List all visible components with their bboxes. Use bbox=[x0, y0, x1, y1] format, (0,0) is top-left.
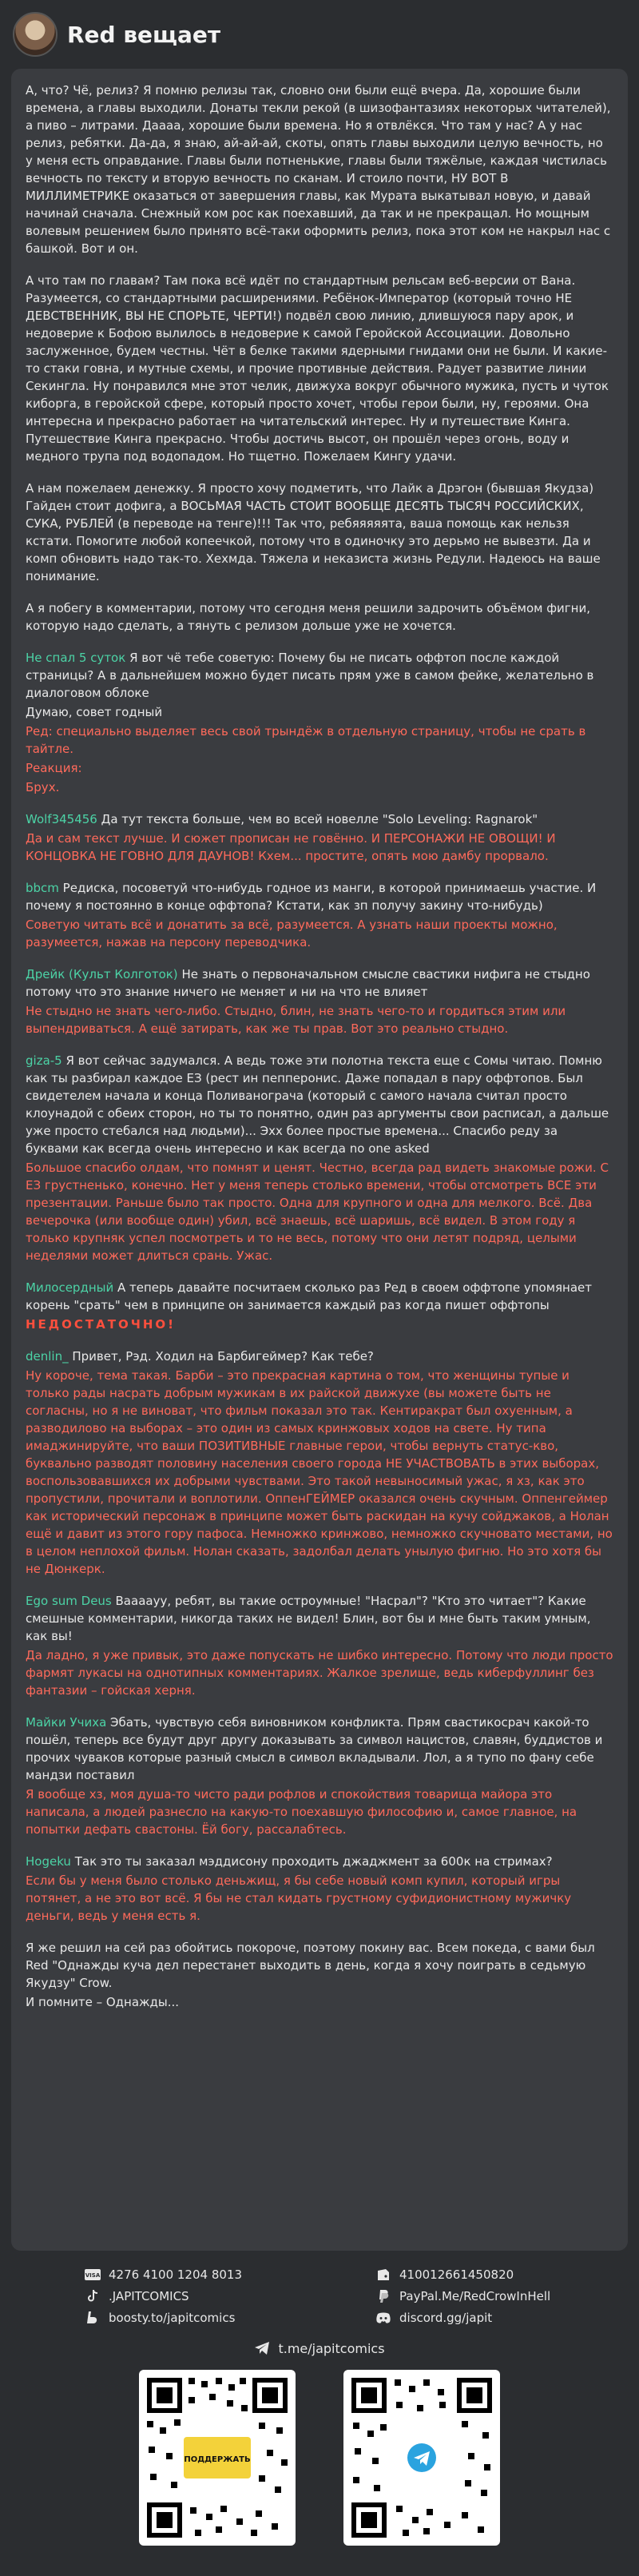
commenter-name[interactable]: bbcm bbox=[26, 881, 59, 895]
link-row[interactable] bbox=[375, 2263, 550, 2285]
links-left-column bbox=[85, 2263, 242, 2328]
boosty-link: boosty.to/japitcomics bbox=[109, 2310, 236, 2325]
svg-text:VISA: VISA bbox=[85, 2271, 101, 2279]
link-row[interactable] bbox=[375, 2307, 550, 2328]
donation-links bbox=[11, 2263, 628, 2359]
link-row[interactable] bbox=[85, 2285, 242, 2307]
comment bbox=[26, 1592, 613, 1645]
qr-code-telegram[interactable] bbox=[343, 2370, 500, 2546]
boosty-icon bbox=[85, 2310, 101, 2326]
paypal-icon bbox=[375, 2288, 391, 2304]
comment-text: Эбать, чувствую себя виновником конфликта. Прям свастикосрач какой-то пошёл, теперь все будут друг другу доказывать за символ нацистов, славян, буддистов и прочих чуваков которые разный смысл в символ вкладывали. Лол, а я тупо по фану себе мандзи поставил bbox=[26, 1715, 603, 1782]
comment-text: Редиска, посоветуй что-нибудь годное из манги, в которой принимаешь участие. И почему я постоянно в конце оффтопа? Кстати, как зп получу закину что-нибудь) bbox=[26, 881, 597, 913]
comment bbox=[26, 966, 613, 1001]
reply-text: Брух. bbox=[26, 780, 60, 794]
paragraph: И помните – Однажды... bbox=[26, 1995, 180, 2009]
comment-text: Привет, Рэд. Ходил на Барбигеймер? Как тебе? bbox=[68, 1349, 374, 1364]
commenter-name[interactable]: Дрейк (Культ Колготок) bbox=[26, 967, 178, 981]
message-bubble bbox=[11, 69, 628, 2251]
wallet-number: 410012661450820 bbox=[399, 2267, 514, 2282]
reply-text: Ну короче, тема такая. Барби – это прекрасная картина о том, что женщины тупые и только рады насрать добрым мужикам в их райской движухе (вы можете быть не согласны, но я не виноват, что фильм показал это так. Кентиракрат был охуенным, а разводилово на выборах – это один из самых кринжовых ходов на свете. Ну типа имаджинируйте, что ваши ПОЗИТИВНЫЕ главные герои, чтобы вернуть статус-кво, буквально разводят половину населения своего города НЕ УЧАСТВОВАТЬ в этих выборах, воспользовавшихся их добрыми чувствами. Это такой невыносимый ужас, я хз, как это пропустили, прочитали и воплотили. ОппенГЕЙМЕР оказался очень скучным. Оппенгеймер как исторический персонаж в принципе может быть раскидан на кучу сойджаков, а Нолан ещё и давит из этого гору пафоса. Немножко кринжово, немножко скучновато местами, но в целом неплохой фильм. Нолан сказать, задолбал делать унылую фигню. Но это хотя бы не Дюнкерк. bbox=[26, 1368, 613, 1576]
link-row[interactable] bbox=[85, 2263, 242, 2285]
comment-text: Я вот сейчас задумался. А ведь тоже эти полотна текста еще с Сомы читаю. Помню как ты разбирал каждое ЕЗ (рест ин пепперонис. Даже попадал в пару оффтопов. Был свидетелем начала и конца Поливанограча (который с самого начала считал просто клоунадой с обеих сторон, но ты то понятно, один раз аргументы свои расписал, а дальше уже просто стебался над людьми)... Эхх более простые времена... Спасибо реду за буквами как всегда очень интересно и как всегда no one asked bbox=[26, 1053, 609, 1156]
reply-text: Да ладно, я уже привык, это даже попускать не шибко интересно. Потому что люди просто фармят лукасы на однотипных комментариях. Жалкое зрелище, ведь киберфуллинг без фантазии – гойская херня. bbox=[26, 1648, 613, 1698]
qr-code-boosty[interactable] bbox=[139, 2370, 296, 2546]
tiktok-icon bbox=[85, 2288, 101, 2304]
card-icon bbox=[375, 2267, 391, 2283]
comment bbox=[26, 649, 613, 702]
commenter-name[interactable]: Wolf345456 bbox=[26, 812, 97, 826]
comment-text: Так это ты заказал мэддисону проходить джаджмент за 600к на стримах? bbox=[70, 1854, 553, 1869]
comment-text: Я вот чё тебе советую: Почему бы не писать оффтоп после каждой страницы? А в дальнейшем можно будет писать прям уже в самом фейке, желательно в диалоговом облоке bbox=[26, 651, 594, 700]
reply-text: Большое спасибо олдам, что помнят и ценят. Честно, всегда рад видеть знакомые рожи. С ЕЗ грустненько, конечно. Нет у меня теперь столько времени, чтобы отсмотреть ВСЕ эти презентации. Раньше было так просто. Одна для крупного и одна для мелкого. Всё. Два вечерочка (или вообще один) убил, всё знаешь, всё шаришь, всё видел. В этом году я только крупняк успел посмотреть и то не весь, потому что они летят подряд, целыми неделями может длиться срань. Ужас. bbox=[26, 1161, 609, 1263]
commenter-name[interactable]: Ego sum Deus bbox=[26, 1594, 112, 1608]
comment bbox=[26, 810, 613, 828]
comment-text: Не знать о первоначальном смысле свастики нифига не стыдно потому что это знание ничего не меняет и ни на что не влияет bbox=[26, 967, 590, 999]
paragraph: А нам пожелаем денежку. Я просто хочу подметить, что Лайк а Дрэгон (бывшая Якудза) Гайден стоит дофига, а ВОСЬМАЯ ЧАСТЬ СТОИТ ВООБЩЕ ДЕСЯТЬ ТЫСЯЧ РОССИЙСКИХ, СУКА, РУБЛЕЙ (в переводе на тенге)!!! Так что, ребяяяяята, ваша помощь как нельзя кстати. Помогите любой копеечкой, потому что в одиночку это дерьмо не вывезти. Да и комп обновить надо так-то. Хехмда. Тяжела и неказиста жизнь Редули. Надеюсь на ваше понимание. bbox=[26, 481, 601, 583]
reply-text: Не стыдно не знать чего-либо. Стыдно, блин, не знать чего-то и гордиться этим или выпендриваться. А ещё затирать, как же ты прав. Вот это реально стыдно. bbox=[26, 1004, 566, 1036]
commenter-name[interactable]: Милосердный bbox=[26, 1280, 114, 1295]
comment bbox=[26, 1279, 613, 1314]
paragraph: А, что? Чё, релиз? Я помню релизы так, словно они были ещё вчера. Да, хорошие были времена, а главы выходили. Донаты текли рекой (в шизофантазиях некоторых читателей), а пиво – литрами. Даааа, хорошие были времена. Но я отвлёкся. Что там у нас? А у нас релиз, ребятки. Да-да, я знаю, ай-ай-ай, скоты, опять главы выходили целую вечность, но у меня есть оправдание. Главы были потненькие, главы были тяжёлые, каждая чистилась вечность по тексту и вторую вечность по сканам. И стоило почти, НУ ВОТ В МИЛЛИМЕТРИКЕ оказаться от завершения главы, как Мурата выкатывал новую, и давай начинай сначала. Снежный ком рос как поехавший, да так и не прекращал. Но мощным волевым решением было принято всё-таки оформить релиз, пока этот ком не накрыл нас с башкой. Вот и он. bbox=[26, 83, 611, 256]
paragraph: Я же решил на сей раз обойтись покороче, поэтому покину вас. Всем покеда, с вами был Red "Однажды куча дел перестанет выходить в день, когда я хочу поиграть в седьмую Якудзу" Crow. bbox=[26, 1941, 595, 1990]
link-row[interactable] bbox=[375, 2285, 550, 2307]
commenter-name[interactable]: Не спал 5 суток bbox=[26, 651, 126, 665]
telegram-link: t.me/japitcomics bbox=[278, 2340, 385, 2356]
comment bbox=[26, 1853, 613, 1870]
commenter-name[interactable]: Майки Учиха bbox=[26, 1715, 107, 1730]
commenter-name[interactable]: Hogeku bbox=[26, 1854, 71, 1869]
comment bbox=[26, 879, 613, 914]
header bbox=[0, 0, 639, 69]
discord-link: discord.gg/japit bbox=[399, 2310, 493, 2325]
tiktok-link: .JAPITCOMICS bbox=[109, 2288, 189, 2303]
reply-text: Я вообще хз, моя душа-то чисто ради рофлов и спокойствия товарища майора это написала, а людей разнесло на какую-то поехавшую философию и, самое главное, на попытки дефать свастоны. Ёй богу, рассалабтесь. bbox=[26, 1787, 577, 1837]
page-title: Red вещает bbox=[67, 21, 221, 48]
telegram-row[interactable] bbox=[11, 2340, 628, 2356]
visa-icon bbox=[85, 2267, 101, 2283]
telegram-icon bbox=[254, 2340, 270, 2356]
reply-text: Ред: специально выделяет весь свой трындёж в отдельную страницу, чтобы не срать в тайтле. bbox=[26, 724, 586, 756]
paypal-link: PayPal.Me/RedCrowInHell bbox=[399, 2288, 551, 2303]
comment-text: Да тут текста больше, чем во всей новелле "Solo Leveling: Ragnarok" bbox=[97, 812, 538, 826]
reply-text: Да и сам текст лучше. И сюжет прописан не говённо. И ПЕРСОНАЖИ НЕ ОВОЩИ! И КОНЦОВКА НЕ ГОВНО ДЛЯ ДАУНОВ! Кхем... простите, опять мою дамбу прорвало. bbox=[26, 831, 556, 863]
paragraph: А что там по главам? Там пока всё идёт по стандартным рельсам веб-версии от Вана. Разумеется, со стандартными расширениями. Ребёнок-Император (который точно НЕ ДЕВСТВЕННИК, ВЫ НЕ СПОРЬТЕ, ЧЕРТИ!) подвёл свою линию, длившуюся пару арок, и недоверие к Бофою вылилось в недоверие к самой Геройской Ассоциации. Довольно заслуженное, будем честны. Чёт в белке такими ядерными гнидами они не были. И какие-то стаки говна, и мутные схемы, и прочие противные действия. Радует развитие линии Секингла. Ну понравился мне этот челик, движуха вокруг обычного мужика, пусть и чуток киборга, в геройской сфере, который просто хочет, чтобы герои были, ну, героями. Она интересна и прекрасно работает на читательский интерес. Ну и путешествие Кинга. Путешествие Кинга прекрасно. Чтобы достичь высот, он прошёл через огонь, воду и медного трупа под водопадом. Но тщетно. Пожелаем Кингу удачи. bbox=[26, 273, 609, 464]
reply-text: НЕДОСТАТОЧНО! bbox=[26, 1317, 177, 1332]
comment bbox=[26, 1052, 613, 1157]
commenter-name[interactable]: giza-5 bbox=[26, 1053, 62, 1068]
comment-text: Ваааауу, ребят, вы такие остроумные! "Насрал"? "Кто это читает"? Какие смешные комментарии, никогда таких не видел! Блин, вот бы и мне быть таким умным, как вы! bbox=[26, 1594, 591, 1643]
reply-text: Советую читать всё и донатить за всё, разумеется. А узнать наши проекты можно, разумеется, нажав на персону переводчика. bbox=[26, 918, 558, 950]
reply-text: Если бы у меня было столько деньжищ, я бы себе новый комп купил, который игры потянет, а не это вот всё. Я бы не стал кидать грустному суфидионистному мужичку деньги, ведь у меня есть я. bbox=[26, 1873, 572, 1923]
comment bbox=[26, 1348, 613, 1365]
commenter-name[interactable]: denlin_ bbox=[26, 1349, 69, 1364]
qr-codes bbox=[0, 2370, 639, 2546]
comment bbox=[26, 1714, 613, 1784]
comment-text: А теперь давайте посчитаем сколько раз Ред в своем оффтопе упомянает корень "срать" чем в принципе он занимается каждый раз когда пишет оффтопы bbox=[26, 1280, 593, 1312]
link-row[interactable] bbox=[85, 2307, 242, 2328]
discord-icon bbox=[375, 2310, 391, 2326]
comment-text: Думаю, совет годный bbox=[26, 705, 163, 719]
card-number: 4276 4100 1204 8013 bbox=[109, 2267, 242, 2282]
avatar[interactable] bbox=[13, 12, 58, 57]
qr-caption: ПОДДЕРЖАТЬ bbox=[184, 2455, 251, 2464]
paragraph: А я побегу в комментарии, потому что сегодня меня решили задрочить объёмом фигни, которую надо сделать, а тянуть с релизом дольше уже не хочется. bbox=[26, 601, 590, 633]
links-right-column bbox=[375, 2263, 550, 2328]
reply-text: Реакция: bbox=[26, 761, 82, 775]
